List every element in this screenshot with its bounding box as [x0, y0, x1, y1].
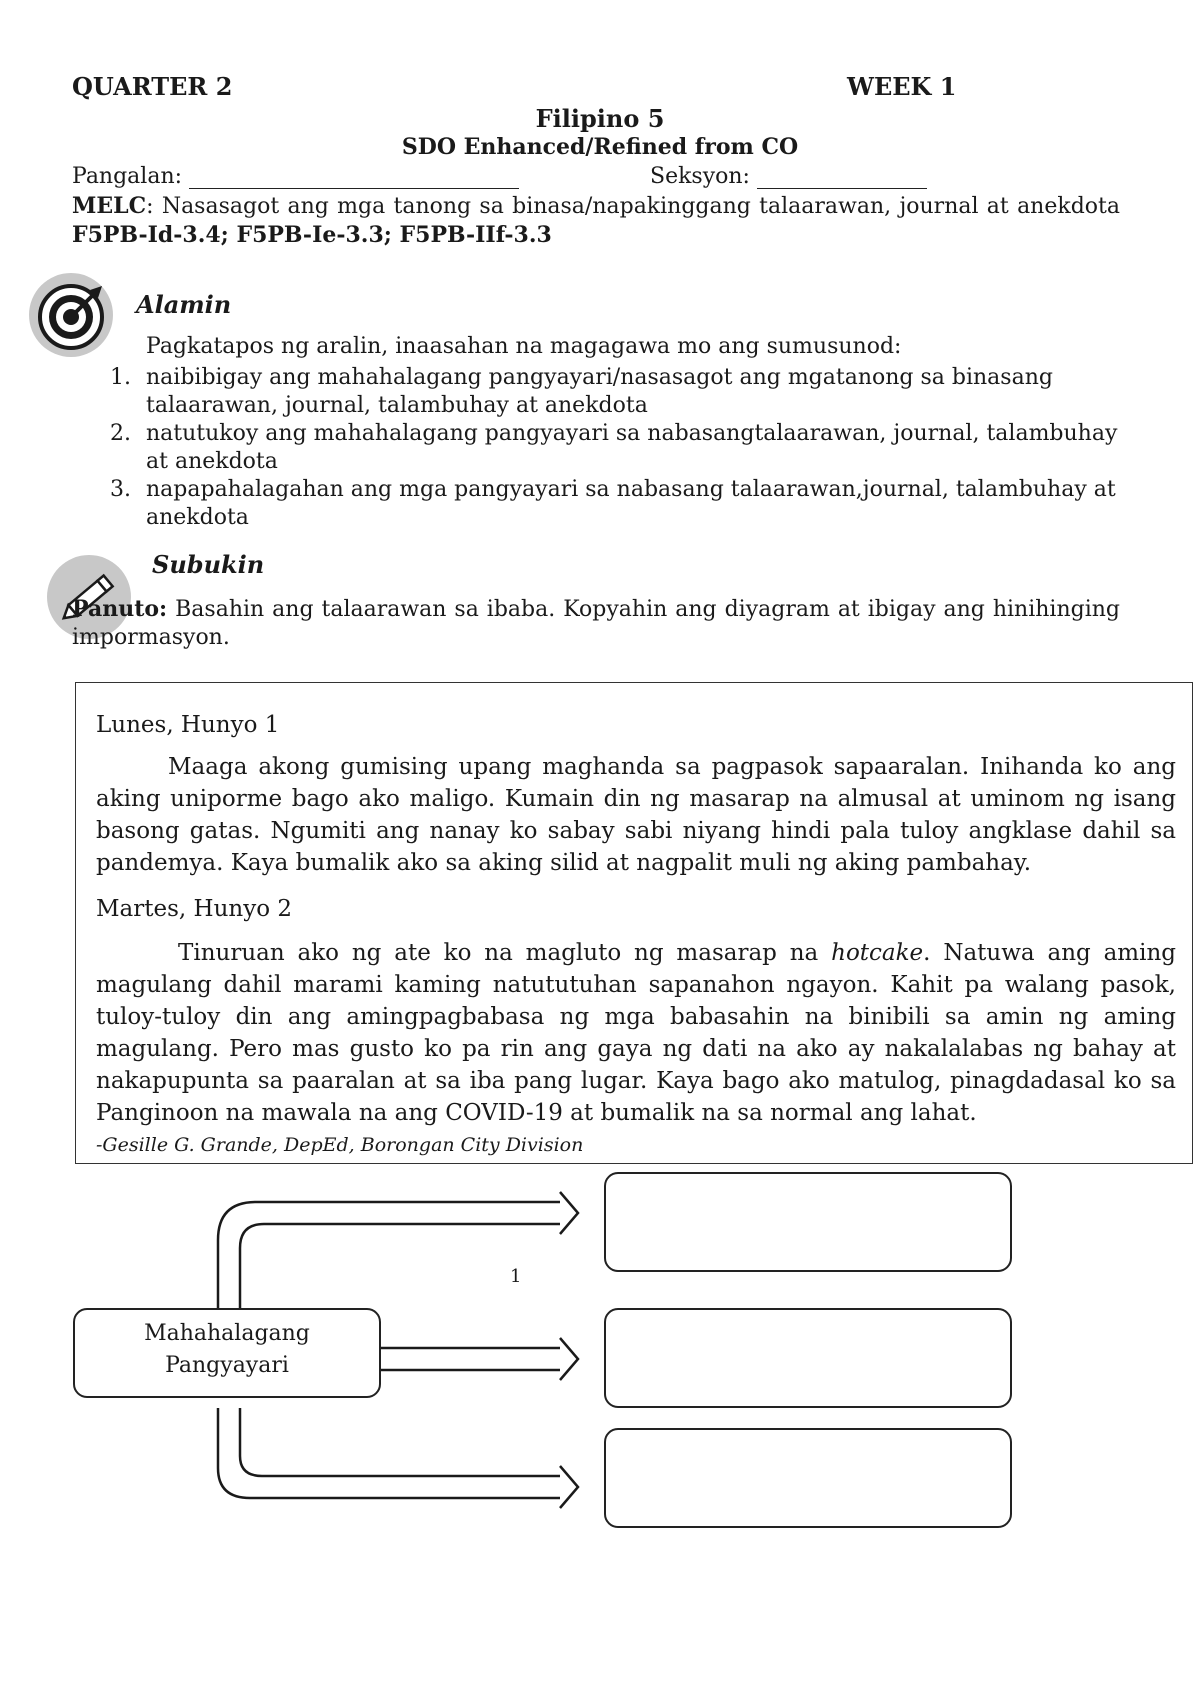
- objective-text: napapahalagahan ang mga pangyayari sa nabasang talaarawan,journal, talambuhay at anekdota: [146, 477, 1116, 530]
- melc-label: MELC: [72, 193, 147, 219]
- entry1-text: Maaga akong gumising upang maghanda sa pagpasok sapaaralan. Inihanda ko ang aking uniporme bago ako maligo. Kumain din ng masarap na almusal at uminom ng isang basong gatas. Ngumiti ang nanay ko sabay sabi niyang hindi pala tuloy angklase dahil sa pandemya. Kaya bumalik ako sa aking silid at nagpalit muli ng aking pambahay.: [96, 754, 1176, 876]
- diary-box: [75, 682, 1193, 1164]
- section-blank[interactable]: [757, 168, 927, 189]
- objectives-list: [106, 364, 1126, 532]
- entry1-date: Lunes, Hunyo 1: [96, 712, 280, 738]
- subject-title: Filipino 5: [535, 104, 665, 133]
- page-number: 1: [510, 1266, 522, 1287]
- source-subtitle: SDO Enhanced/Refined from CO: [401, 134, 799, 160]
- diary-content: [96, 709, 1176, 1161]
- objective-item: [106, 476, 1126, 532]
- entry2-paragraph: [96, 937, 1176, 1129]
- panuto-label: Panuto:: [72, 596, 168, 622]
- name-row: [72, 164, 519, 189]
- panuto-paragraph: [72, 595, 1120, 652]
- top-arrow: [218, 1192, 578, 1310]
- diary-signature: -Gesille G. Grande, DepEd, Borongan City Division: [96, 1134, 584, 1156]
- melc-codes: F5PB-Id-3.4; F5PB-Ie-3.3; F5PB-IIf-3.3: [72, 222, 552, 248]
- objective-item: [106, 364, 1126, 420]
- name-blank[interactable]: [189, 168, 519, 189]
- objective-item: [106, 420, 1126, 476]
- alamin-title: Alamin: [136, 290, 232, 319]
- answer-box-2[interactable]: [604, 1308, 1012, 1408]
- middle-arrow: [380, 1338, 578, 1380]
- entry2-text-a: Tinuruan ako ng ate ko na magluto ng masarap na: [178, 940, 832, 966]
- objective-text: natutukoy ang mahahalagang pangyayari sa nabasangtalaarawan, journal, talambuhay at anekdota: [146, 421, 1118, 474]
- panuto-text: Basahin ang talaarawan sa ibaba. Kopyahin ang diyagram at ibigay ang hinihinging impormasyon.: [72, 597, 1120, 650]
- alamin-intro: Pagkatapos ng aralin, inaasahan na magagawa mo ang sumusunod:: [146, 334, 902, 359]
- answer-box-3[interactable]: [604, 1428, 1012, 1528]
- center-label: Mahahalagang Pangyayari: [144, 1321, 310, 1378]
- subukin-title: Subukin: [152, 550, 265, 579]
- section-label: Seksyon:: [650, 164, 750, 189]
- bottom-arrow: [218, 1408, 578, 1508]
- objective-text: naibibigay ang mahahalagang pangyayari/nasasagot ang mgatanong sa binasang talaarawan, journal, talambuhay at anekdota: [146, 365, 1053, 418]
- name-label: Pangalan:: [72, 164, 183, 189]
- target-icon: [28, 272, 114, 358]
- quarter-label: QUARTER 2: [72, 72, 233, 101]
- objective-number: 1.: [110, 365, 131, 390]
- section-row: [650, 164, 927, 189]
- melc-paragraph: [72, 192, 1120, 250]
- entry2-date: Martes, Hunyo 2: [96, 896, 293, 922]
- melc-text: : Nasasagot ang mga tanong sa binasa/napakinggang talaarawan, journal at anekdota: [146, 194, 1120, 219]
- entry2-italic: hotcake: [831, 940, 924, 966]
- entry2-text-b: . Natuwa ang aming magulang dahil marami kaming natututuhan sapanahon ngayon. Kahit pa walang pasok, tuloy-tuloy din ang amingpagbabasa ng mga babasahin na binibili sa amin ng aming magulang. Pero mas gusto ko pa rin ang gaya ng dati na ako ay nakalalabas ng bahay at nakapupunta sa paaralan at sa iba pang lugar. Kaya bago ako matulog, pinagdadasal ko sa Panginoon na mawala na ang COVID-19 at bumalik na sa normal ang lahat.: [96, 940, 1176, 1126]
- objective-number: 3.: [110, 477, 131, 502]
- objective-number: 2.: [110, 421, 131, 446]
- answer-box-1[interactable]: [604, 1172, 1012, 1272]
- events-diagram: [0, 1180, 1200, 1540]
- week-label: WEEK 1: [847, 72, 957, 101]
